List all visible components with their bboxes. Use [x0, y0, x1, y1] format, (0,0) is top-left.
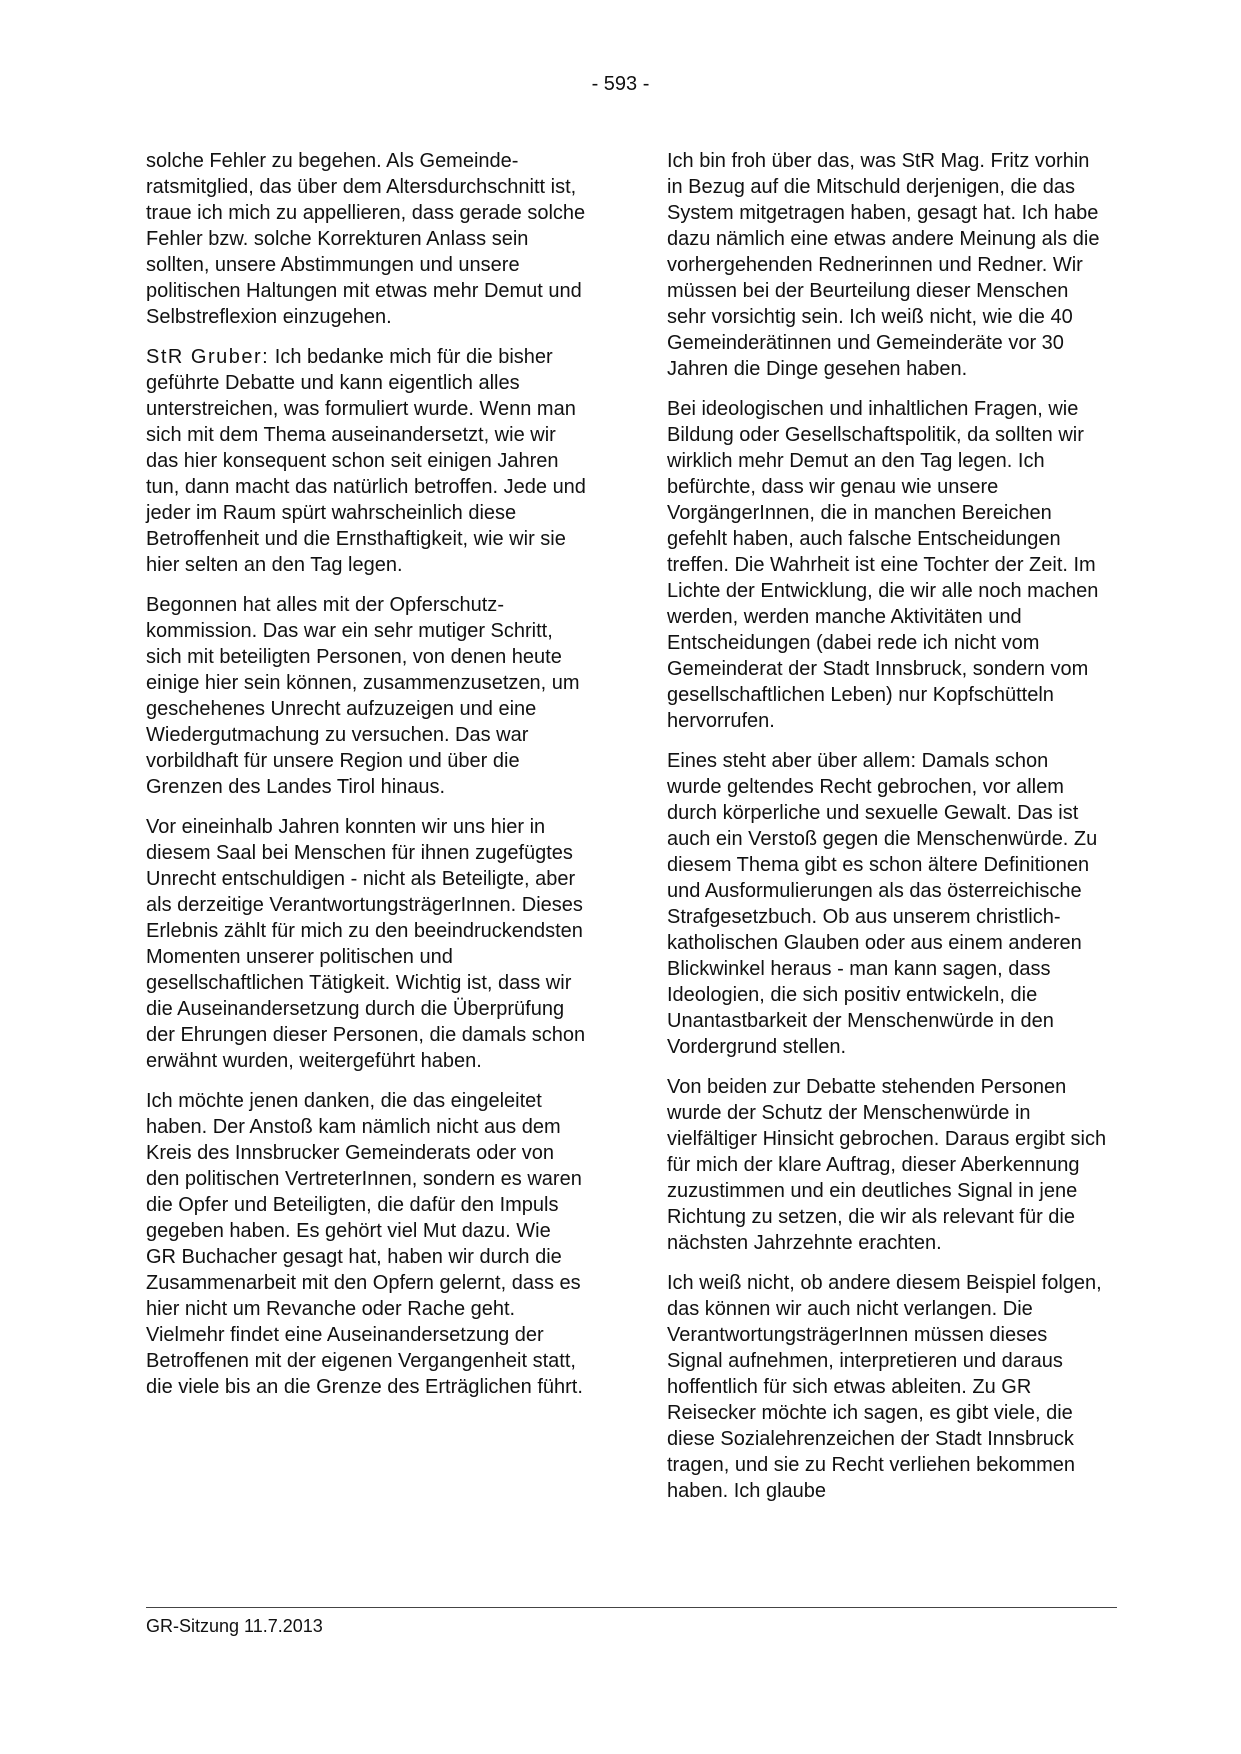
- footer-session-date: GR-Sitzung 11.7.2013: [146, 1616, 323, 1636]
- paragraph: Ich weiß nicht, ob andere diesem Beispiel folgen, das können wir auch nicht verlangen. Die VerantwortungsträgerInnen müssen dieses Signal aufnehmen, interpretieren und daraus hoffentlich für sich etwas ableiten. Zu GR Reisecker möchte ich sagen, es gibt viele, die diese Sozialehrenzeichen der Stadt Innsbruck tragen, und sie zu Recht verliehen bekommen haben. Ich glaube: [667, 1272, 1102, 1502]
- paragraph-text: Ich bedanke mich für die bisher geführte Debatte und kann eigentlich alles unterstreichen, was formuliert wurde. Wenn man sich mit dem Thema auseinandersetzt, wie wir das hier konsequent schon seit einigen Jahren tun, dann macht das natürlich betroffen. Jede und jeder im Raum spürt wahrscheinlich diese Betroffenheit und die Ernsthaftigkeit, wie wir sie hier selten an den Tag legen.: [146, 346, 586, 576]
- paragraph: [146, 344, 586, 578]
- paragraph: Ich möchte jenen danken, die das eingeleitet haben. Der Anstoß kam nämlich nicht aus dem Kreis des Innsbrucker Gemeinderats oder von den politischen VertreterInnen, sondern es waren die Opfer und Beteiligten, die dafür den Impuls gegeben haben. Es gehört viel Mut dazu. Wie GR Buchacher gesagt hat, haben wir durch die Zusammenarbeit mit den Opfern gelernt, dass es hier nicht um Revanche oder Rache geht. Vielmehr findet eine Auseinandersetzung der Betroffenen mit der eigenen Vergangenheit statt, die viele bis an die Grenze des Erträglichen führt.: [146, 1090, 583, 1398]
- paragraph: Bei ideologischen und inhaltlichen Fragen, wie Bildung oder Gesellschaftspolitik, da sollten wir wirklich mehr Demut an den Tag legen. Ich befürchte, dass wir genau wie unsere VorgängerInnen, die in manchen Bereichen gefehlt haben, auch falsche Entscheidungen treffen. Die Wahrheit ist eine Tochter der Zeit. Im Lichte der Entwicklung, die wir alle noch machen werden, werden manche Aktivitäten und Entscheidungen (dabei rede ich nicht vom Gemeinderat der Stadt Innsbruck, sondern vom gesellschaftlichen Leben) nur Kopfschütteln hervorrufen.: [667, 398, 1099, 732]
- footer-divider: [146, 1607, 1117, 1608]
- page-number: - 593 -: [591, 73, 650, 95]
- speaker-name: StR Gruber:: [146, 346, 270, 368]
- paragraph: Ich bin froh über das, was StR Mag. Fritz vorhin in Bezug auf die Mitschuld derjenigen, die das System mitgetragen haben, gesagt hat. Ich habe dazu nämlich eine etwas andere Meinung als die vorhergehenden Rednerinnen und Redner. Wir müssen bei der Beurteilung dieser Menschen sehr vorsichtig sein. Ich weiß nicht, wie die 40 Gemeinderätinnen und Gemeinderäte vor 30 Jahren die Dinge gesehen haben.: [667, 150, 1100, 380]
- right-column: [667, 148, 1107, 1518]
- paragraph: Eines steht aber über allem: Damals schon wurde geltendes Recht gebrochen, vor allem durch körperliche und sexuelle Gewalt. Das ist auch ein Verstoß gegen die Menschenwürde. Zu diesem Thema gibt es schon ältere Definitionen und Ausformulierungen als das österreichische Strafgesetzbuch. Ob aus unserem christlich-katholischen Glauben oder aus einem anderen Blickwinkel heraus - man kann sagen, dass Ideologien, die sich positiv entwickeln, die Unantastbarkeit der Menschenwürde in den Vordergrund stellen.: [667, 750, 1098, 1058]
- paragraph: Begonnen hat alles mit der Opferschutzkommission. Das war ein sehr mutiger Schritt, sich mit beteiligten Personen, von denen heute einige hier sein können, zusammenzusetzen, um geschehenes Unrecht aufzuzeigen und eine Wiedergutmachung zu versuchen. Das war vorbildhaft für unsere Region und über die Grenzen des Landes Tirol hinaus.: [146, 594, 580, 798]
- left-column: [146, 148, 586, 1414]
- paragraph: solche Fehler zu begehen. Als Gemeinderatsmitglied, das über dem Altersdurchschnitt ist, traue ich mich zu appellieren, dass gerade solche Fehler bzw. solche Korrekturen Anlass sein sollten, unsere Abstimmungen und unsere politischen Haltungen mit etwas mehr Demut und Selbstreflexion einzugehen.: [146, 150, 586, 328]
- paragraph: Von beiden zur Debatte stehenden Personen wurde der Schutz der Menschenwürde in vielfältiger Hinsicht gebrochen. Daraus ergibt sich für mich der klare Auftrag, dieser Aberkennung zuzustimmen und ein deutliches Signal in jene Richtung zu setzen, die wir als relevant für die nächsten Jahrzehnte erachten.: [667, 1076, 1107, 1254]
- paragraph: Vor eineinhalb Jahren konnten wir uns hier in diesem Saal bei Menschen für ihnen zugefügtes Unrecht entschuldigen - nicht als Beteiligte, aber als derzeitige VerantwortungsträgerInnen. Dieses Erlebnis zählt für mich zu den beeindruckendsten Momenten unserer politischen und gesellschaftlichen Tätigkeit. Wichtig ist, dass wir die Auseinandersetzung durch die Überprüfung der Ehrungen dieser Personen, die damals schon erwähnt wurden, weitergeführt haben.: [146, 816, 586, 1072]
